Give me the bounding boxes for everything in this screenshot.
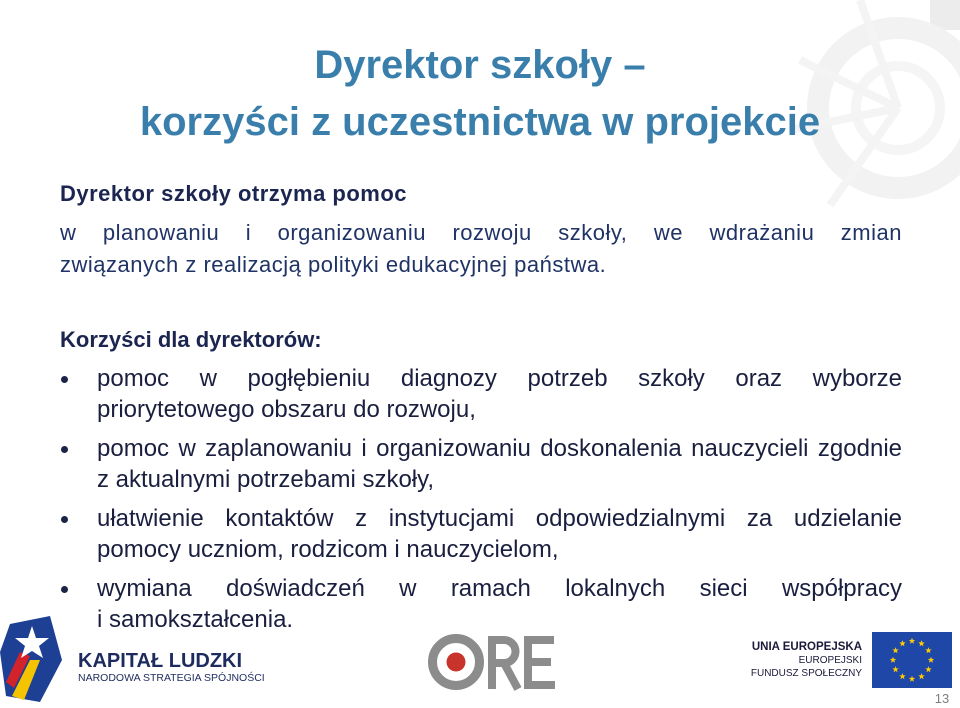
intro-line-1: w planowaniu i organizowaniu rozwoju szkoły, we wdrażaniu zmian <box>60 220 902 245</box>
benefit-item <box>61 363 902 425</box>
benefit-line: wymiana doświadczeń w ramach lokalnych sieci współpracy <box>97 575 902 602</box>
benefit-line: pomoc w zaplanowaniu i organizowaniu doskonalenia nauczycieli zgodnie <box>97 435 902 462</box>
bullet-marker <box>61 516 68 523</box>
benefit-line: pomoc w pogłębieniu diagnozy potrzeb szkoły oraz wyborze <box>97 365 902 392</box>
benefit-item <box>61 573 902 635</box>
eu-flag-icon <box>872 632 952 688</box>
kapital-ludzki-subtitle: NARODOWA STRATEGIA SPÓJNOŚCI <box>78 672 265 684</box>
benefit-line: i samokształcenia. <box>97 606 294 633</box>
kapital-ludzki-star-logo <box>0 612 66 704</box>
eu-label-social-fund: FUNDUSZ SPOŁECZNY <box>750 668 862 679</box>
benefit-line: ułatwienie kontaktów z instytucjami odpowiedzialnymi za udzielanie <box>97 505 902 532</box>
benefit-line: z aktualnymi potrzebami szkoły, <box>97 466 435 493</box>
page-number: 13 <box>934 691 950 706</box>
slide-title-line-1: Dyrektor szkoły – <box>314 43 646 87</box>
benefit-item <box>61 503 902 565</box>
eu-label-european: EUROPEJSKI <box>798 655 862 666</box>
benefit-line: pomocy uczniom, rodzicom i nauczycielom, <box>97 536 559 563</box>
benefit-line: priorytetowego obszaru do rozwoju, <box>97 396 476 423</box>
ore-logo <box>424 630 560 694</box>
eu-label-union: UNIA EUROPEJSKA <box>751 641 862 653</box>
benefit-item <box>61 433 902 495</box>
benefits-heading: Korzyści dla dyrektorów: <box>60 327 322 352</box>
slide-title-line-2: korzyści z uczestnictwa w projekcie <box>139 100 821 144</box>
kapital-ludzki-title: KAPITAŁ LUDZKI <box>78 650 243 672</box>
intro-heading: Dyrektor szkoły otrzyma pomoc <box>60 181 408 206</box>
bullet-marker <box>61 376 68 383</box>
bullet-marker <box>61 446 68 453</box>
intro-line-2: związanych z realizacją polityki edukacyjnej państwa. <box>60 252 607 277</box>
bullet-marker <box>61 586 68 593</box>
